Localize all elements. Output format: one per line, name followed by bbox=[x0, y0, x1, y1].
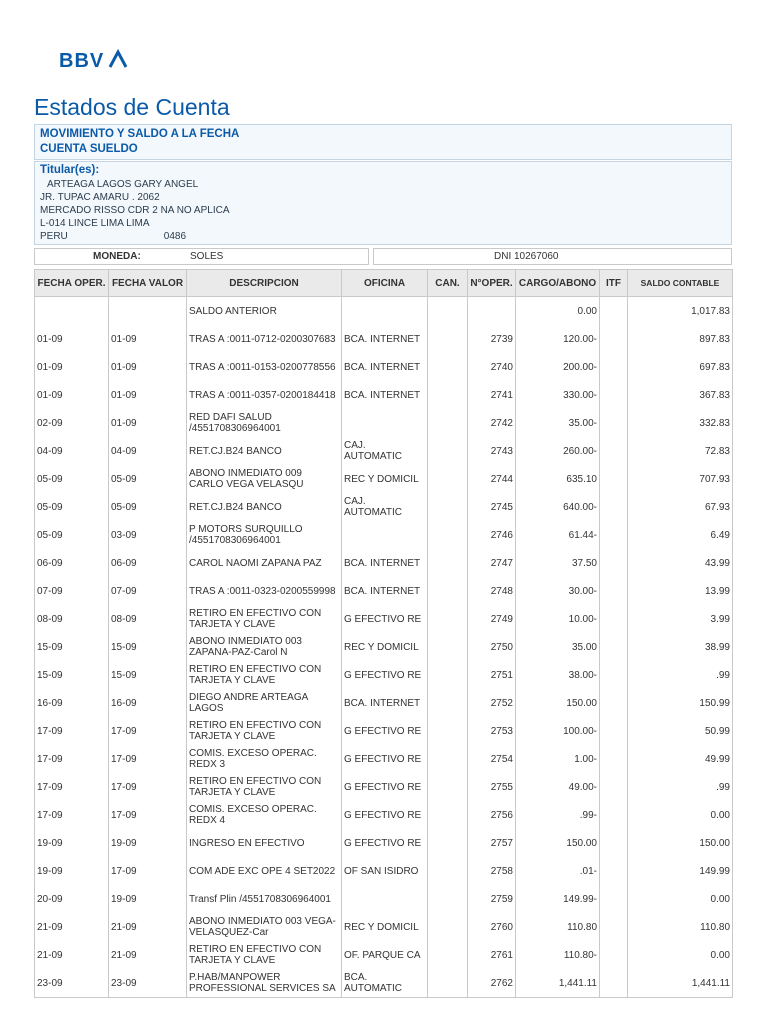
cell-oficina: OF SAN ISIDRO bbox=[342, 857, 428, 885]
currency-value: SOLES bbox=[190, 251, 224, 262]
cell-fecha-valor: 21-09 bbox=[109, 913, 187, 941]
cell-fecha-valor: 16-09 bbox=[109, 689, 187, 717]
cell-fecha-oper: 21-09 bbox=[35, 913, 109, 941]
cell-fecha-oper: 15-09 bbox=[35, 661, 109, 689]
cell-oficina bbox=[342, 297, 428, 326]
cell-fecha-valor: 17-09 bbox=[109, 857, 187, 885]
cell-n-oper: 2749 bbox=[468, 605, 516, 633]
cell-fecha-valor: 17-09 bbox=[109, 745, 187, 773]
cell-descripcion: RET.CJ.B24 BANCO bbox=[187, 493, 342, 521]
cell-fecha-oper: 15-09 bbox=[35, 633, 109, 661]
cell-itf bbox=[600, 633, 628, 661]
holder-address-2: MERCADO RISSO CDR 2 NA NO APLICA bbox=[40, 205, 230, 216]
cell-can bbox=[428, 577, 468, 605]
cell-cargo-abono: 260.00- bbox=[516, 437, 600, 465]
cell-oficina: BCA. INTERNET bbox=[342, 353, 428, 381]
cell-oficina: CAJ. AUTOMATIC bbox=[342, 493, 428, 521]
cell-n-oper: 2762 bbox=[468, 969, 516, 998]
cell-itf bbox=[600, 885, 628, 913]
cell-cargo-abono: 38.00- bbox=[516, 661, 600, 689]
cell-saldo-contable: .99 bbox=[628, 661, 733, 689]
cell-n-oper: 2759 bbox=[468, 885, 516, 913]
cell-cargo-abono: 120.00- bbox=[516, 325, 600, 353]
cell-oficina: G EFECTIVO RE bbox=[342, 801, 428, 829]
currency-field bbox=[34, 248, 369, 265]
cell-descripcion: P MOTORS SURQUILLO /4551708306964001 bbox=[187, 521, 342, 549]
cell-cargo-abono: 37.50 bbox=[516, 549, 600, 577]
cell-oficina: G EFECTIVO RE bbox=[342, 773, 428, 801]
cell-can bbox=[428, 521, 468, 549]
holder-address-1: JR. TUPAC AMARU . 2062 bbox=[40, 192, 160, 203]
cell-cargo-abono: 635.10 bbox=[516, 465, 600, 493]
cell-saldo-contable: 150.00 bbox=[628, 829, 733, 857]
table-row bbox=[35, 885, 733, 913]
table-row bbox=[35, 717, 733, 745]
cell-itf bbox=[600, 381, 628, 409]
table-header-row bbox=[35, 270, 733, 297]
cell-descripcion: TRAS A :0011-0357-0200184418 bbox=[187, 381, 342, 409]
cell-fecha-oper bbox=[35, 297, 109, 326]
page-title: Estados de Cuenta bbox=[34, 94, 230, 120]
table-row bbox=[35, 661, 733, 689]
cell-can bbox=[428, 689, 468, 717]
cell-saldo-contable: 332.83 bbox=[628, 409, 733, 437]
cell-fecha-valor: 06-09 bbox=[109, 549, 187, 577]
cell-oficina: OF. PARQUE CA bbox=[342, 941, 428, 969]
cell-can bbox=[428, 437, 468, 465]
cell-fecha-valor: 07-09 bbox=[109, 577, 187, 605]
cell-oficina: G EFECTIVO RE bbox=[342, 745, 428, 773]
cell-fecha-valor: 15-09 bbox=[109, 633, 187, 661]
holder-info bbox=[34, 161, 732, 245]
cell-descripcion: TRAS A :0011-0323-0200559998 bbox=[187, 577, 342, 605]
cell-itf bbox=[600, 465, 628, 493]
table-row bbox=[35, 521, 733, 549]
cell-descripcion: COMIS. EXCESO OPERAC. REDX 4 bbox=[187, 801, 342, 829]
cell-fecha-valor: 05-09 bbox=[109, 493, 187, 521]
cell-saldo-contable: 367.83 bbox=[628, 381, 733, 409]
table-row bbox=[35, 801, 733, 829]
cell-can bbox=[428, 297, 468, 326]
col-descripcion: DESCRIPCION bbox=[187, 270, 342, 297]
cell-cargo-abono: 0.00 bbox=[516, 297, 600, 326]
cell-fecha-valor: 21-09 bbox=[109, 941, 187, 969]
cell-n-oper: 2752 bbox=[468, 689, 516, 717]
table-row bbox=[35, 549, 733, 577]
cell-oficina: G EFECTIVO RE bbox=[342, 829, 428, 857]
table-row bbox=[35, 941, 733, 969]
cell-fecha-oper: 05-09 bbox=[35, 493, 109, 521]
cell-saldo-contable: 50.99 bbox=[628, 717, 733, 745]
cell-oficina bbox=[342, 885, 428, 913]
col-can: CAN. bbox=[428, 270, 468, 297]
cell-fecha-valor: 17-09 bbox=[109, 717, 187, 745]
cell-cargo-abono: 110.80 bbox=[516, 913, 600, 941]
table-row bbox=[35, 297, 733, 326]
cell-fecha-oper: 05-09 bbox=[35, 521, 109, 549]
cell-itf bbox=[600, 717, 628, 745]
cell-fecha-oper: 06-09 bbox=[35, 549, 109, 577]
cell-cargo-abono: 149.99- bbox=[516, 885, 600, 913]
cell-saldo-contable: 149.99 bbox=[628, 857, 733, 885]
cell-oficina: G EFECTIVO RE bbox=[342, 717, 428, 745]
cell-n-oper: 2746 bbox=[468, 521, 516, 549]
table-row bbox=[35, 325, 733, 353]
cell-cargo-abono: 200.00- bbox=[516, 353, 600, 381]
cell-fecha-oper: 04-09 bbox=[35, 437, 109, 465]
cell-fecha-oper: 16-09 bbox=[35, 689, 109, 717]
cell-cargo-abono: 10.00- bbox=[516, 605, 600, 633]
cell-itf bbox=[600, 913, 628, 941]
cell-oficina: REC Y DOMICIL bbox=[342, 633, 428, 661]
cell-n-oper: 2754 bbox=[468, 745, 516, 773]
currency-label: MONEDA: bbox=[93, 251, 141, 262]
cell-n-oper: 2757 bbox=[468, 829, 516, 857]
cell-fecha-oper: 01-09 bbox=[35, 353, 109, 381]
cell-fecha-valor: 04-09 bbox=[109, 437, 187, 465]
holder-country: PERU bbox=[40, 231, 68, 242]
col-saldo-contable: SALDO CONTABLE bbox=[628, 270, 733, 297]
cell-saldo-contable: 43.99 bbox=[628, 549, 733, 577]
cell-saldo-contable: 72.83 bbox=[628, 437, 733, 465]
svg-text:BBV: BBV bbox=[59, 50, 105, 70]
cell-descripcion: RETIRO EN EFECTIVO CON TARJETA Y CLAVE bbox=[187, 661, 342, 689]
statement-title: MOVIMIENTO Y SALDO A LA FECHA bbox=[40, 128, 240, 140]
table-row bbox=[35, 633, 733, 661]
statement-header bbox=[34, 124, 732, 160]
bbva-logo bbox=[59, 48, 133, 70]
cell-descripcion: RETIRO EN EFECTIVO CON TARJETA Y CLAVE bbox=[187, 773, 342, 801]
cell-fecha-oper: 21-09 bbox=[35, 941, 109, 969]
cell-fecha-oper: 19-09 bbox=[35, 857, 109, 885]
cell-descripcion: TRAS A :0011-0712-0200307683 bbox=[187, 325, 342, 353]
cell-descripcion: P.HAB/MANPOWER PROFESSIONAL SERVICES SA bbox=[187, 969, 342, 998]
cell-oficina: BCA. INTERNET bbox=[342, 577, 428, 605]
cell-oficina bbox=[342, 521, 428, 549]
cell-descripcion: SALDO ANTERIOR bbox=[187, 297, 342, 326]
cell-descripcion: INGRESO EN EFECTIVO bbox=[187, 829, 342, 857]
cell-fecha-oper: 01-09 bbox=[35, 381, 109, 409]
cell-itf bbox=[600, 437, 628, 465]
table-row bbox=[35, 969, 733, 998]
cell-saldo-contable: 13.99 bbox=[628, 577, 733, 605]
table-row bbox=[35, 913, 733, 941]
cell-descripcion: RET.CJ.B24 BANCO bbox=[187, 437, 342, 465]
cell-itf bbox=[600, 801, 628, 829]
cell-saldo-contable: 897.83 bbox=[628, 325, 733, 353]
cell-itf bbox=[600, 409, 628, 437]
cell-can bbox=[428, 913, 468, 941]
cell-n-oper: 2742 bbox=[468, 409, 516, 437]
cell-can bbox=[428, 381, 468, 409]
cell-saldo-contable: 1,017.83 bbox=[628, 297, 733, 326]
cell-can bbox=[428, 409, 468, 437]
cell-can bbox=[428, 325, 468, 353]
cell-itf bbox=[600, 689, 628, 717]
table-row bbox=[35, 353, 733, 381]
cell-cargo-abono: .01- bbox=[516, 857, 600, 885]
cell-fecha-oper: 19-09 bbox=[35, 829, 109, 857]
cell-n-oper: 2756 bbox=[468, 801, 516, 829]
cell-fecha-valor: 01-09 bbox=[109, 381, 187, 409]
cell-descripcion: TRAS A :0011-0153-0200778556 bbox=[187, 353, 342, 381]
cell-cargo-abono: 35.00- bbox=[516, 409, 600, 437]
cell-oficina: BCA. INTERNET bbox=[342, 549, 428, 577]
col-n-oper: N°OPER. bbox=[468, 270, 516, 297]
cell-oficina: REC Y DOMICIL bbox=[342, 465, 428, 493]
cell-itf bbox=[600, 577, 628, 605]
cell-n-oper: 2745 bbox=[468, 493, 516, 521]
holder-label: Titular(es): bbox=[40, 164, 100, 176]
cell-descripcion: ABONO INMEDIATO 003 VEGA-VELASQUEZ-Car bbox=[187, 913, 342, 941]
cell-saldo-contable: 0.00 bbox=[628, 885, 733, 913]
cell-can bbox=[428, 493, 468, 521]
cell-oficina: CAJ. AUTOMATIC bbox=[342, 437, 428, 465]
account-type: CUENTA SUELDO bbox=[40, 142, 138, 155]
table-row bbox=[35, 437, 733, 465]
cell-oficina: BCA. INTERNET bbox=[342, 325, 428, 353]
cell-can bbox=[428, 745, 468, 773]
cell-fecha-oper: 17-09 bbox=[35, 773, 109, 801]
cell-descripcion: RETIRO EN EFECTIVO CON TARJETA Y CLAVE bbox=[187, 941, 342, 969]
cell-n-oper: 2747 bbox=[468, 549, 516, 577]
cell-fecha-oper: 17-09 bbox=[35, 745, 109, 773]
cell-can bbox=[428, 801, 468, 829]
cell-cargo-abono: 640.00- bbox=[516, 493, 600, 521]
cell-cargo-abono: 35.00 bbox=[516, 633, 600, 661]
cell-cargo-abono: 1.00- bbox=[516, 745, 600, 773]
cell-saldo-contable: 0.00 bbox=[628, 941, 733, 969]
cell-saldo-contable: 707.93 bbox=[628, 465, 733, 493]
cell-saldo-contable: 38.99 bbox=[628, 633, 733, 661]
holder-country-line bbox=[40, 230, 726, 243]
cell-fecha-valor: 23-09 bbox=[109, 969, 187, 998]
cell-can bbox=[428, 885, 468, 913]
cell-descripcion: Transf Plin /4551708306964001 bbox=[187, 885, 342, 913]
cell-n-oper: 2760 bbox=[468, 913, 516, 941]
cell-descripcion: DIEGO ANDRE ARTEAGA LAGOS bbox=[187, 689, 342, 717]
cell-fecha-oper: 23-09 bbox=[35, 969, 109, 998]
cell-itf bbox=[600, 353, 628, 381]
cell-descripcion: ABONO INMEDIATO 003 ZAPANA-PAZ-Carol N bbox=[187, 633, 342, 661]
cell-fecha-oper: 01-09 bbox=[35, 325, 109, 353]
cell-saldo-contable: 49.99 bbox=[628, 745, 733, 773]
cell-cargo-abono: 49.00- bbox=[516, 773, 600, 801]
cell-fecha-valor: 17-09 bbox=[109, 773, 187, 801]
cell-fecha-oper: 07-09 bbox=[35, 577, 109, 605]
cell-itf bbox=[600, 829, 628, 857]
col-fecha-valor: FECHA VALOR bbox=[109, 270, 187, 297]
table-row bbox=[35, 773, 733, 801]
cell-itf bbox=[600, 549, 628, 577]
cell-fecha-valor: 01-09 bbox=[109, 409, 187, 437]
table-row bbox=[35, 493, 733, 521]
cell-n-oper: 2744 bbox=[468, 465, 516, 493]
cell-itf bbox=[600, 521, 628, 549]
cell-fecha-valor bbox=[109, 297, 187, 326]
table-row bbox=[35, 409, 733, 437]
cell-itf bbox=[600, 745, 628, 773]
table-row bbox=[35, 745, 733, 773]
cell-fecha-oper: 02-09 bbox=[35, 409, 109, 437]
table-row bbox=[35, 577, 733, 605]
cell-saldo-contable: 67.93 bbox=[628, 493, 733, 521]
cell-itf bbox=[600, 857, 628, 885]
cell-cargo-abono: 150.00 bbox=[516, 689, 600, 717]
col-cargo-abono: CARGO/ABONO bbox=[516, 270, 600, 297]
cell-saldo-contable: 3.99 bbox=[628, 605, 733, 633]
cell-saldo-contable: .99 bbox=[628, 773, 733, 801]
table-row bbox=[35, 605, 733, 633]
cell-n-oper: 2740 bbox=[468, 353, 516, 381]
cell-saldo-contable: 0.00 bbox=[628, 801, 733, 829]
cell-fecha-valor: 05-09 bbox=[109, 465, 187, 493]
cell-fecha-valor: 03-09 bbox=[109, 521, 187, 549]
table-row bbox=[35, 829, 733, 857]
holder-address-3: L-014 LINCE LIMA LIMA bbox=[40, 218, 150, 229]
cell-can bbox=[428, 465, 468, 493]
cell-saldo-contable: 697.83 bbox=[628, 353, 733, 381]
dni-value: DNI 10267060 bbox=[494, 251, 559, 262]
cell-fecha-valor: 19-09 bbox=[109, 829, 187, 857]
cell-can bbox=[428, 633, 468, 661]
cell-can bbox=[428, 969, 468, 998]
cell-n-oper: 2751 bbox=[468, 661, 516, 689]
cell-can bbox=[428, 829, 468, 857]
cell-cargo-abono: 61.44- bbox=[516, 521, 600, 549]
col-fecha-oper: FECHA OPER. bbox=[35, 270, 109, 297]
cell-can bbox=[428, 605, 468, 633]
cell-descripcion: RETIRO EN EFECTIVO CON TARJETA Y CLAVE bbox=[187, 717, 342, 745]
cell-cargo-abono: .99- bbox=[516, 801, 600, 829]
table-row bbox=[35, 857, 733, 885]
cell-oficina: BCA. INTERNET bbox=[342, 381, 428, 409]
cell-n-oper: 2739 bbox=[468, 325, 516, 353]
cell-itf bbox=[600, 969, 628, 998]
cell-oficina: G EFECTIVO RE bbox=[342, 605, 428, 633]
cell-n-oper bbox=[468, 297, 516, 326]
cell-cargo-abono: 100.00- bbox=[516, 717, 600, 745]
cell-fecha-valor: 15-09 bbox=[109, 661, 187, 689]
cell-fecha-oper: 08-09 bbox=[35, 605, 109, 633]
cell-itf bbox=[600, 773, 628, 801]
cell-can bbox=[428, 941, 468, 969]
cell-descripcion: RED DAFI SALUD /4551708306964001 bbox=[187, 409, 342, 437]
cell-itf bbox=[600, 493, 628, 521]
cell-n-oper: 2753 bbox=[468, 717, 516, 745]
cell-fecha-oper: 20-09 bbox=[35, 885, 109, 913]
holder-postal-code: 0486 bbox=[163, 231, 187, 242]
cell-itf bbox=[600, 661, 628, 689]
table-row bbox=[35, 689, 733, 717]
cell-descripcion: COMIS. EXCESO OPERAC. REDX 3 bbox=[187, 745, 342, 773]
table-row bbox=[35, 465, 733, 493]
cell-saldo-contable: 1,441.11 bbox=[628, 969, 733, 998]
cell-fecha-valor: 01-09 bbox=[109, 353, 187, 381]
cell-descripcion: CAROL NAOMI ZAPANA PAZ bbox=[187, 549, 342, 577]
cell-descripcion: RETIRO EN EFECTIVO CON TARJETA Y CLAVE bbox=[187, 605, 342, 633]
cell-itf bbox=[600, 325, 628, 353]
cell-descripcion: ABONO INMEDIATO 009 CARLO VEGA VELASQU bbox=[187, 465, 342, 493]
cell-cargo-abono: 1,441.11 bbox=[516, 969, 600, 998]
cell-fecha-valor: 08-09 bbox=[109, 605, 187, 633]
cell-cargo-abono: 330.00- bbox=[516, 381, 600, 409]
cell-can bbox=[428, 717, 468, 745]
holder-name: ARTEAGA LAGOS GARY ANGEL bbox=[47, 179, 199, 190]
cell-n-oper: 2743 bbox=[468, 437, 516, 465]
cell-fecha-valor: 19-09 bbox=[109, 885, 187, 913]
cell-oficina: BCA. INTERNET bbox=[342, 689, 428, 717]
cell-n-oper: 2761 bbox=[468, 941, 516, 969]
cell-itf bbox=[600, 605, 628, 633]
table-row bbox=[35, 381, 733, 409]
cell-oficina: BCA. AUTOMATIC bbox=[342, 969, 428, 998]
dni-field bbox=[373, 248, 732, 265]
cell-saldo-contable: 150.99 bbox=[628, 689, 733, 717]
cell-n-oper: 2755 bbox=[468, 773, 516, 801]
col-oficina: OFICINA bbox=[342, 270, 428, 297]
cell-n-oper: 2750 bbox=[468, 633, 516, 661]
cell-can bbox=[428, 353, 468, 381]
cell-itf bbox=[600, 297, 628, 326]
cell-cargo-abono: 110.80- bbox=[516, 941, 600, 969]
cell-n-oper: 2748 bbox=[468, 577, 516, 605]
cell-n-oper: 2741 bbox=[468, 381, 516, 409]
cell-can bbox=[428, 857, 468, 885]
col-itf: ITF bbox=[600, 270, 628, 297]
cell-can bbox=[428, 661, 468, 689]
cell-cargo-abono: 30.00- bbox=[516, 577, 600, 605]
cell-fecha-oper: 17-09 bbox=[35, 801, 109, 829]
cell-fecha-valor: 01-09 bbox=[109, 325, 187, 353]
cell-oficina: G EFECTIVO RE bbox=[342, 661, 428, 689]
cell-fecha-oper: 05-09 bbox=[35, 465, 109, 493]
cell-can bbox=[428, 549, 468, 577]
cell-itf bbox=[600, 941, 628, 969]
cell-cargo-abono: 150.00 bbox=[516, 829, 600, 857]
cell-oficina: REC Y DOMICIL bbox=[342, 913, 428, 941]
cell-descripcion: COM ADE EXC OPE 4 SET2022 bbox=[187, 857, 342, 885]
cell-fecha-valor: 17-09 bbox=[109, 801, 187, 829]
movements-table bbox=[34, 269, 733, 998]
cell-fecha-oper: 17-09 bbox=[35, 717, 109, 745]
cell-saldo-contable: 110.80 bbox=[628, 913, 733, 941]
cell-saldo-contable: 6.49 bbox=[628, 521, 733, 549]
cell-n-oper: 2758 bbox=[468, 857, 516, 885]
cell-oficina bbox=[342, 409, 428, 437]
cell-can bbox=[428, 773, 468, 801]
